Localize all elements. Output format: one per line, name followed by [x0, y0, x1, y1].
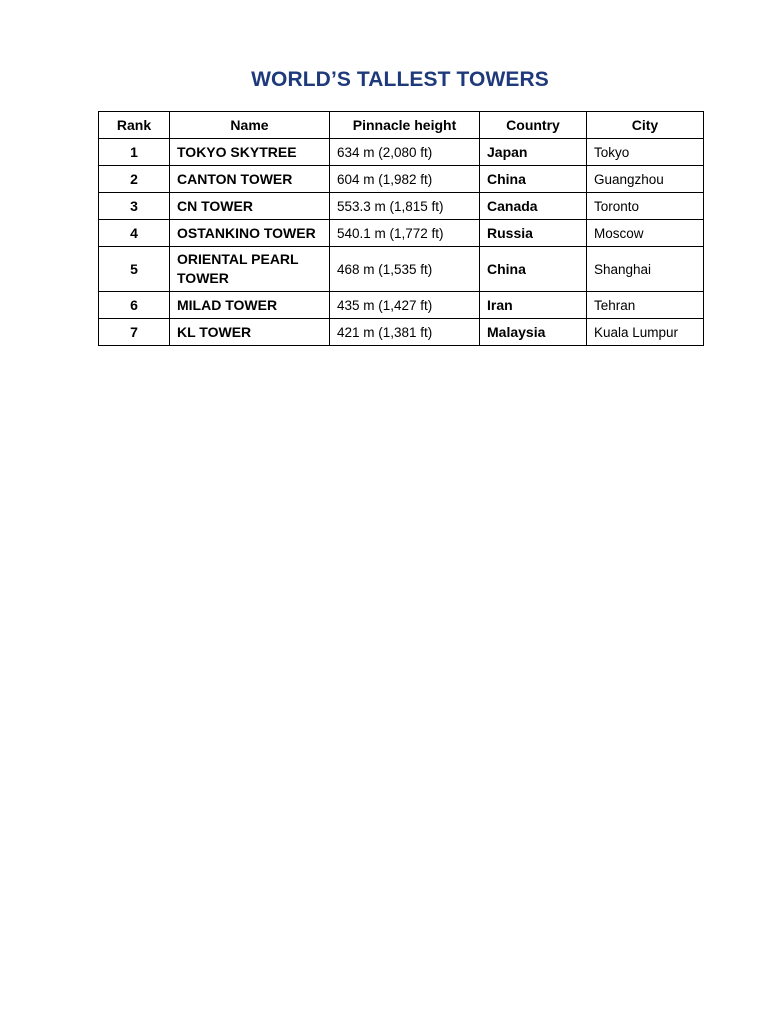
- cell-height: 553.3 m (1,815 ft): [330, 193, 480, 220]
- cell-city: Toronto: [587, 193, 704, 220]
- cell-rank: 5: [99, 247, 170, 292]
- table-row: [99, 193, 704, 220]
- cell-country: China: [480, 247, 587, 292]
- cell-height: 435 m (1,427 ft): [330, 292, 480, 319]
- page-title: WORLD’S TALLEST TOWERS: [251, 68, 549, 91]
- table-row: [99, 139, 704, 166]
- cell-rank: 1: [99, 139, 170, 166]
- cell-city: Tokyo: [587, 139, 704, 166]
- towers-table: [98, 111, 704, 346]
- cell-rank: 3: [99, 193, 170, 220]
- table-header-row: [99, 112, 704, 139]
- cell-city: Tehran: [587, 292, 704, 319]
- table-row: [99, 247, 704, 292]
- cell-rank: 6: [99, 292, 170, 319]
- cell-city: Moscow: [587, 220, 704, 247]
- cell-rank: 7: [99, 319, 170, 346]
- cell-country: Malaysia: [480, 319, 587, 346]
- cell-height: 421 m (1,381 ft): [330, 319, 480, 346]
- table-row: [99, 166, 704, 193]
- cell-height: 604 m (1,982 ft): [330, 166, 480, 193]
- cell-rank: 4: [99, 220, 170, 247]
- cell-city: Kuala Lumpur: [587, 319, 704, 346]
- cell-rank: 2: [99, 166, 170, 193]
- table-row: [99, 292, 704, 319]
- cell-height: 634 m (2,080 ft): [330, 139, 480, 166]
- cell-country: China: [480, 166, 587, 193]
- cell-name: OSTANKINO TOWER: [170, 220, 330, 247]
- cell-name: ORIENTAL PEARL TOWER: [170, 247, 330, 292]
- table-row: [99, 220, 704, 247]
- cell-height: 468 m (1,535 ft): [330, 247, 480, 292]
- cell-name: TOKYO SKYTREE: [170, 139, 330, 166]
- cell-name: KL TOWER: [170, 319, 330, 346]
- cell-name: CANTON TOWER: [170, 166, 330, 193]
- cell-height: 540.1 m (1,772 ft): [330, 220, 480, 247]
- cell-name: MILAD TOWER: [170, 292, 330, 319]
- cell-country: Iran: [480, 292, 587, 319]
- header-rank: Rank: [99, 112, 170, 139]
- header-country: Country: [480, 112, 587, 139]
- cell-country: Japan: [480, 139, 587, 166]
- header-city: City: [587, 112, 704, 139]
- cell-city: Guangzhou: [587, 166, 704, 193]
- header-height: Pinnacle height: [330, 112, 480, 139]
- cell-city: Shanghai: [587, 247, 704, 292]
- cell-name: CN TOWER: [170, 193, 330, 220]
- cell-country: Canada: [480, 193, 587, 220]
- header-name: Name: [170, 112, 330, 139]
- table-row: [99, 319, 704, 346]
- cell-country: Russia: [480, 220, 587, 247]
